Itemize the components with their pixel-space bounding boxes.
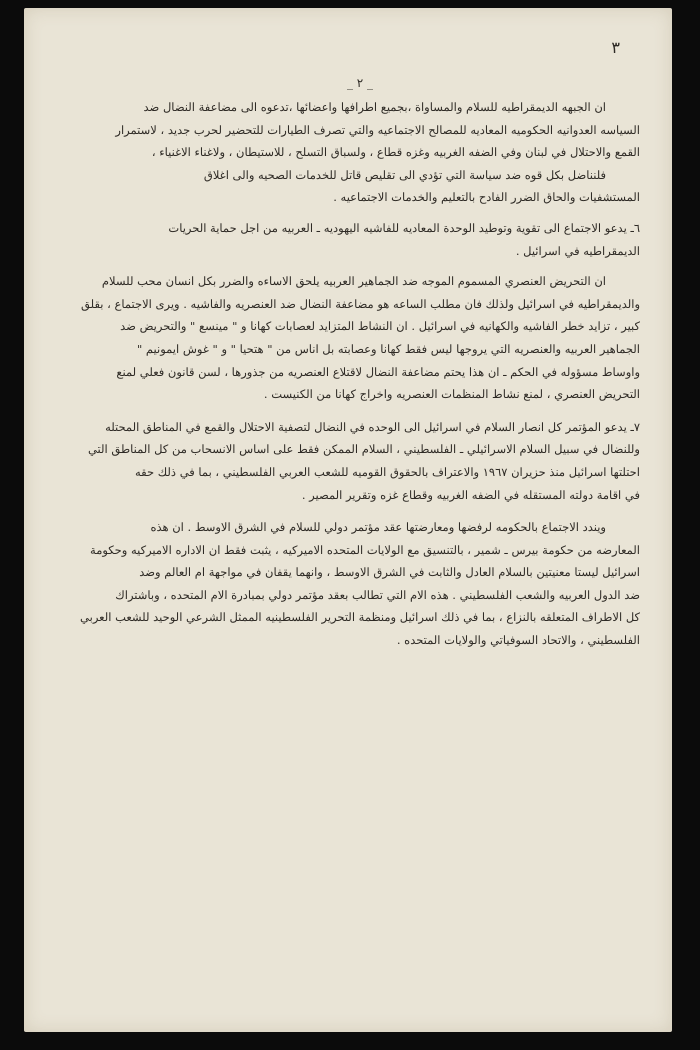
text-line: كبير ، تزايد خطر الفاشيه والكهانيه في اسرائيل . ان النشاط المتزايد لعصابات كهانا و " مينسع " والتحريض ضد bbox=[120, 319, 640, 334]
text-line: الديمقراطيه في اسرائيل . bbox=[515, 243, 640, 258]
text-line: ويندد الاجتماع بالحكومه لرفضها ومعارضتها عقد مؤتمر دولي للسلام في الشرق الاوسط . ان هذه bbox=[150, 520, 606, 535]
text-line: ٧ـ يدعو المؤتمر كل انصار السلام في اسرائيل الى الوحده في النضال لتصفية الاحتلال والقمع في المناطق المحتله bbox=[105, 419, 640, 434]
text-line: ان التحريض العنصري المسموم الموجه ضد الجماهير العربيه يلحق الاساءه والضرر بكل انسان محب للسلام bbox=[101, 274, 606, 289]
text-line: ضد الدول العربيه والشعب الفلسطيني . هذه الام التي تطالب بعقد مؤتمر دولي بمبادرة الام المتحده ، وباشتراك bbox=[115, 587, 640, 602]
text-line: واوساط مسؤوله في الحكم ـ ان هذا يحتم مضاعفة النضال لاقتلاع العنصريه من جذورها ، لسن قانون فعلي لمنع bbox=[116, 364, 640, 379]
text-line: المعارضه من حكومة بيرس ـ شمير ، بالتنسيق مع الولايات المتحده الاميركيه ، يثبت فقط ان الاداره الاميركيه وحكومة bbox=[90, 542, 640, 557]
text-line: ان الجبهه الديمقراطيه للسلام والمساواة ،بجميع اطرافها واعضائها ،تدعوه الى مضاعفة النضال ضد bbox=[143, 100, 606, 114]
text-line: القمع والاحتلال في لبنان وفي الضفه الغربيه وغزه قطاع ، ولسباق التسلح ، للاستيطان ، ولاغناء الاغنياء ، bbox=[151, 145, 640, 160]
text-line: ٦ـ يدعو الاجتماع الى تقوية وتوطيد الوحدة المعاديه للفاشيه اليهوديه ـ العربيه من اجل حماية الحريات bbox=[168, 220, 640, 235]
text-line: اسرائيل ليستا معنيتين بالسلام العادل والثابت في الشرق الاوسط ، وانهما يقفان في مواجهة ام العالم وضد bbox=[139, 565, 640, 580]
paragraph bbox=[80, 217, 640, 262]
paragraph bbox=[80, 416, 640, 506]
text-line: فلنناضل بكل قوه ضد سياسة التي تؤدي الى تقليص قاتل للخدمات الصحيه والى اغلاق bbox=[203, 167, 606, 182]
document-sheet bbox=[24, 8, 672, 1032]
page-number: _ ٢ _ bbox=[346, 76, 374, 90]
text-line: والديمقراطيه في اسرائيل ولذلك فان مطلب الساعه هو مضاعفة النضال ضد العنصريه والفاشيه . ويرى الاجتماع ، بقلق bbox=[81, 296, 640, 311]
text-line: الجماهير العربيه والعنصريه التي يروجها ليس فقط كهانا وعصابته بل اناس من " هتحيا " و " غوش ايمونيم " bbox=[136, 341, 640, 356]
paragraph bbox=[80, 516, 640, 652]
text-line: احتلتها اسرائيل منذ حزيران ١٩٦٧ والاعتراف بالحقوق القوميه للشعب العربي الفلسطيني ، بما في ذلك حقه bbox=[134, 464, 640, 479]
text-line: وللنضال في سبيل السلام الاسرائيلي ـ الفلسطيني ، السلام الممكن فقط على اساس الانسحاب من كل المناطق التي bbox=[87, 442, 640, 457]
text-line: في اقامة دولته المستقله في الضفه الغربيه وقطاع غزه وتقرير المصير . bbox=[301, 487, 640, 502]
text-line: الفلسطيني ، والاتحاد السوفياتي والولايات المتحده . bbox=[396, 633, 640, 648]
document-body bbox=[80, 76, 640, 662]
text-line: المستشفيات والحاق الضرر الفادح بالتعليم والخدمات الاجتماعيه . bbox=[333, 190, 640, 205]
paragraph bbox=[80, 270, 640, 406]
paragraph bbox=[80, 96, 640, 209]
text-line: التحريض العنصري ، لمنع نشاط المنظمات العنصريه واخراج كهانا من الكنيست . bbox=[263, 387, 640, 402]
text-line: السياسه العدوانيه الحكوميه المعاديه للمصالح الاجتماعيه والتي تصرف الطيارات للتحضير لحرب جديد ، لاستمرار bbox=[115, 122, 640, 137]
text-line: كل الاطراف المتعلقه بالنزاع ، بما في ذلك اسرائيل ومنظمة التحرير الفلسطينيه الممثل الشرعي الوحيد للشعب العربي bbox=[80, 610, 640, 625]
corner-handwritten-mark: ٣ bbox=[611, 38, 620, 57]
